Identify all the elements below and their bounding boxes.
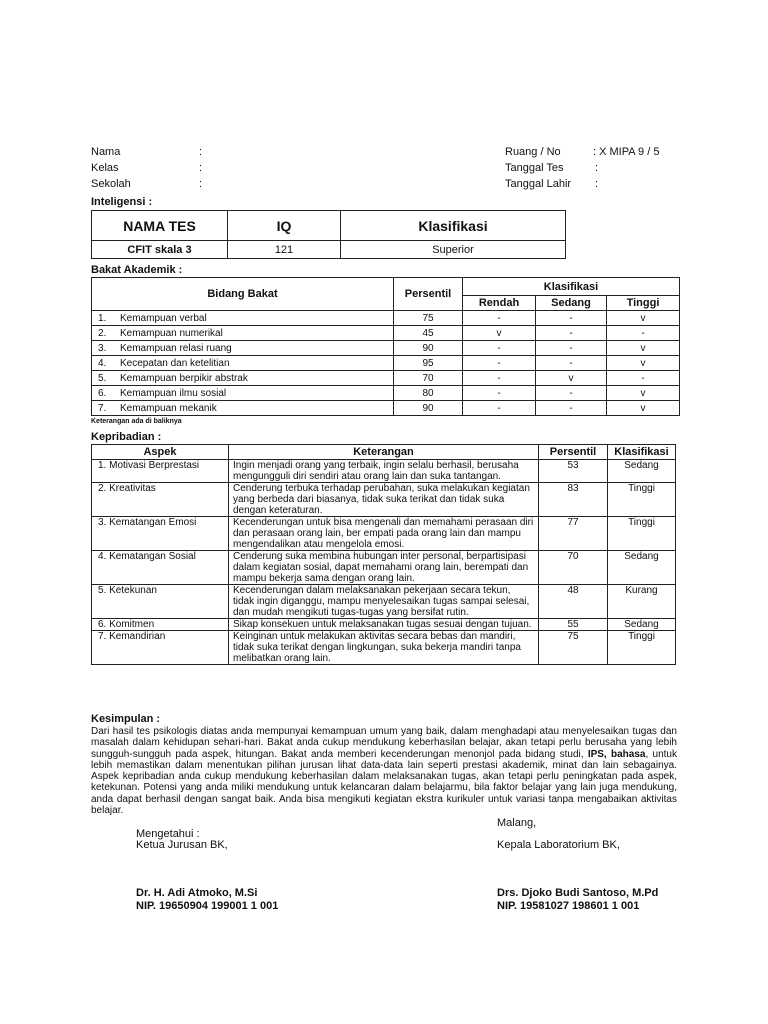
bakat-row-persentil: 95: [394, 356, 463, 371]
bakat-header-tinggi: Tinggi: [607, 296, 680, 311]
colon-kelas: :: [199, 162, 203, 174]
bakat-header-persentil: Persentil: [394, 278, 463, 311]
kep-row-keterangan: Keinginan untuk melakukan aktivitas secara bebas dan mandiri, tidak suka terikat dengan lingkungan, suka bekerja mandiri tanpa melibatkan orang lain.: [229, 631, 539, 665]
kep-row-aspek: 6. Komitmen: [92, 619, 229, 631]
iq-header-nama-tes: NAMA TES: [92, 211, 228, 241]
bakat-note: Keterangan ada di baliknya: [91, 418, 182, 425]
kep-row-persentil: 48: [539, 585, 608, 619]
bakat-row-number: 5.: [92, 371, 117, 386]
bakat-row-tinggi: -: [607, 326, 680, 341]
bakat-title: Bakat Akademik :: [91, 264, 183, 276]
colon-tanggal-tes: :: [595, 162, 599, 174]
kep-row-persentil: 83: [539, 483, 608, 517]
kepribadian-row: [92, 551, 676, 585]
label-sekolah: Sekolah: [91, 178, 131, 190]
bakat-row-number: 4.: [92, 356, 117, 371]
kep-row-keterangan: Kecenderungan untuk bisa mengenali dan memahami perasaan diri dan perasaan orang lain, ber empati pada orang lain dan mampu mengendalikan atau mengelola emosi.: [229, 517, 539, 551]
bakat-row-rendah: -: [463, 386, 536, 401]
iq-header-klasifikasi: Klasifikasi: [341, 211, 566, 241]
sign-right-nip: NIP. 19581027 198601 1 001: [497, 900, 640, 912]
colon-tanggal-lahir: :: [595, 178, 599, 190]
kep-row-aspek: 7. Kemandirian: [92, 631, 229, 665]
bakat-row-persentil: 80: [394, 386, 463, 401]
bakat-row-rendah: v: [463, 326, 536, 341]
bakat-row-persentil: 75: [394, 311, 463, 326]
bakat-table: [91, 277, 680, 416]
iq-test-name: CFIT skala 3: [92, 241, 228, 259]
kepribadian-row: [92, 517, 676, 551]
bakat-row-number: 7.: [92, 401, 117, 416]
bakat-row-number: 6.: [92, 386, 117, 401]
label-nama: Nama: [91, 146, 121, 158]
bakat-row: [92, 311, 680, 326]
bakat-row-name: Kemampuan verbal: [116, 311, 394, 326]
bakat-row-tinggi: v: [607, 311, 680, 326]
bakat-row-name: Kemampuan numerikal: [116, 326, 394, 341]
kep-row-keterangan: Sikap konsekuen untuk melaksanakan tugas sesuai dengan tujuan.: [229, 619, 539, 631]
label-tanggal-tes: Tanggal Tes: [505, 162, 564, 174]
bakat-row-number: 2.: [92, 326, 117, 341]
sign-place: Malang,: [497, 817, 537, 829]
kep-row-persentil: 53: [539, 460, 608, 483]
bakat-row-rendah: -: [463, 401, 536, 416]
bakat-row-persentil: 90: [394, 341, 463, 356]
sign-left-role: Ketua Jurusan BK,: [136, 839, 228, 851]
bakat-row-number: 3.: [92, 341, 117, 356]
colon-nama: :: [199, 146, 203, 158]
bakat-row-rendah: -: [463, 341, 536, 356]
label-ruang: Ruang / No: [505, 146, 561, 158]
kep-row-klasifikasi: Tinggi: [608, 631, 676, 665]
kep-row-klasifikasi: Sedang: [608, 619, 676, 631]
sign-right-name: Drs. Djoko Budi Santoso, M.Pd: [497, 887, 659, 899]
bakat-row-sedang: -: [536, 356, 607, 371]
bakat-row: [92, 326, 680, 341]
bakat-row-name: Kemampuan ilmu sosial: [116, 386, 394, 401]
bakat-header-rendah: Rendah: [463, 296, 536, 311]
bakat-row: [92, 371, 680, 386]
bakat-row-sedang: -: [536, 341, 607, 356]
kep-header-klasifikasi: Klasifikasi: [608, 445, 676, 460]
kep-row-klasifikasi: Kurang: [608, 585, 676, 619]
bakat-row-rendah: -: [463, 371, 536, 386]
bakat-row-persentil: 90: [394, 401, 463, 416]
kep-row-aspek: 4. Kematangan Sosial: [92, 551, 229, 585]
sign-left-pre: Mengetahui :: [136, 828, 200, 840]
bakat-row-sedang: v: [536, 371, 607, 386]
kesimpulan-text: [91, 726, 677, 816]
bakat-row-sedang: -: [536, 386, 607, 401]
bakat-row-name: Kemampuan berpikir abstrak: [116, 371, 394, 386]
kep-row-keterangan: Ingin menjadi orang yang terbaik, ingin selalu berhasil, berusaha mengungguli diri sendiri atau orang lain dan suka tantangan.: [229, 460, 539, 483]
bakat-row-persentil: 70: [394, 371, 463, 386]
kepribadian-row: [92, 585, 676, 619]
kep-row-aspek: 5. Ketekunan: [92, 585, 229, 619]
bakat-row-tinggi: v: [607, 401, 680, 416]
bakat-row: [92, 401, 680, 416]
iq-classification: Superior: [341, 241, 566, 259]
kep-row-keterangan: Cenderung suka membina hubungan inter personal, berpartisipasi dalam kegiatan sosial, dapat memahami orang lain, berempati dan mampu bekerja sama dengan orang lain.: [229, 551, 539, 585]
bakat-row: [92, 341, 680, 356]
bakat-row: [92, 356, 680, 371]
kep-row-klasifikasi: Sedang: [608, 551, 676, 585]
inteligensi-title: Inteligensi :: [91, 196, 153, 208]
bakat-row-persentil: 45: [394, 326, 463, 341]
bakat-row-rendah: -: [463, 356, 536, 371]
kep-row-persentil: 55: [539, 619, 608, 631]
kep-row-aspek: 2. Kreativitas: [92, 483, 229, 517]
bakat-row-tinggi: -: [607, 371, 680, 386]
kep-row-klasifikasi: Tinggi: [608, 483, 676, 517]
bakat-row-tinggi: v: [607, 356, 680, 371]
sign-left-name: Dr. H. Adi Atmoko, M.Si: [136, 887, 258, 899]
bakat-row-name: Kemampuan relasi ruang: [116, 341, 394, 356]
kep-row-klasifikasi: Tinggi: [608, 517, 676, 551]
bakat-row-number: 1.: [92, 311, 117, 326]
kesimpulan-title: Kesimpulan :: [91, 713, 161, 725]
colon-sekolah: :: [199, 178, 203, 190]
bakat-row-tinggi: v: [607, 341, 680, 356]
kesimpulan-text-before: Dari hasil tes psikologis diatas anda mempunyai kemampuan umum yang baik, dalam menghadapi atau menyelesaikan tugas dan masalah dalam kehidupan sehari-hari. Bakat anda cukup mendukung keberhasilan belajar, akan tetapi perlu berusaha yang lebih sungguh-sungguh pada aspek, hitungan. Bakat anda memberi kecenderungan menonjol pada bidang studi,: [91, 726, 677, 760]
kepribadian-title: Kepribadian :: [91, 431, 162, 443]
kep-row-aspek: 1. Motivasi Berprestasi: [92, 460, 229, 483]
value-ruang: : X MIPA 9 / 5: [593, 146, 660, 158]
kep-row-persentil: 77: [539, 517, 608, 551]
kep-row-keterangan: Cenderung terbuka terhadap perubahan, suka melakukan kegiatan yang berbeda dari biasanya, tidak suka terikat dan tidak suka dengan keteraturan.: [229, 483, 539, 517]
kepribadian-row: [92, 631, 676, 665]
bakat-row-name: Kecepatan dan ketelitian: [116, 356, 394, 371]
bakat-row-sedang: -: [536, 401, 607, 416]
iq-header-iq: IQ: [228, 211, 341, 241]
kep-header-persentil: Persentil: [539, 445, 608, 460]
bakat-row: [92, 386, 680, 401]
kesimpulan-bold: IPS, bahasa: [587, 748, 646, 760]
iq-table: [91, 210, 566, 259]
bakat-row-sedang: -: [536, 326, 607, 341]
kep-header-aspek: Aspek: [92, 445, 229, 460]
bakat-header-klasifikasi: Klasifikasi: [463, 278, 680, 296]
label-kelas: Kelas: [91, 162, 119, 174]
kepribadian-row: [92, 619, 676, 631]
kepribadian-row: [92, 460, 676, 483]
bakat-row-rendah: -: [463, 311, 536, 326]
iq-score: 121: [228, 241, 341, 259]
kep-header-keterangan: Keterangan: [229, 445, 539, 460]
kepribadian-table: [91, 444, 676, 665]
label-tanggal-lahir: Tanggal Lahir: [505, 178, 572, 190]
kep-row-aspek: 3. Kematangan Emosi: [92, 517, 229, 551]
kep-row-klasifikasi: Sedang: [608, 460, 676, 483]
sign-left-nip: NIP. 19650904 199001 1 001: [136, 900, 279, 912]
kep-row-keterangan: Kecenderungan dalam melaksanakan pekerjaan secara tekun, tidak ingin diganggu, mampu menyelesaikan tugas sampai selesai, dan mudah mengikuti tugas-tugas yang bersifat rutin.: [229, 585, 539, 619]
bakat-header-bidang: Bidang Bakat: [92, 278, 394, 311]
bakat-row-name: Kemampuan mekanik: [116, 401, 394, 416]
bakat-row-tinggi: v: [607, 386, 680, 401]
kep-row-persentil: 75: [539, 631, 608, 665]
bakat-header-sedang: Sedang: [536, 296, 607, 311]
kep-row-persentil: 70: [539, 551, 608, 585]
sign-right-role: Kepala Laboratorium BK,: [497, 839, 620, 851]
bakat-row-sedang: -: [536, 311, 607, 326]
kepribadian-row: [92, 483, 676, 517]
kesimpulan-text-after: , untuk lebih memastikan dalam menentukan pilihan jurusan lihat data-data lain seperti prestasi akademik, minat dan lain sebagainya. Aspek kepribadian anda cukup mendukung keberhasilan dalam melaksanakan tugas, akan tetapi perlu peningkatan pada aspek, ketekunan. Potensi yang anda miliki mendukung untuk kelancaran dalam belajarmu, bila faktor belajar yang lain juga mendukung, anda dapat berhasil dengan sangat baik. Anda bisa mengikuti kegiatan ekstra kurikuler untuk variasi tanpa mengabaikan aktivitas belajar.: [91, 748, 677, 817]
